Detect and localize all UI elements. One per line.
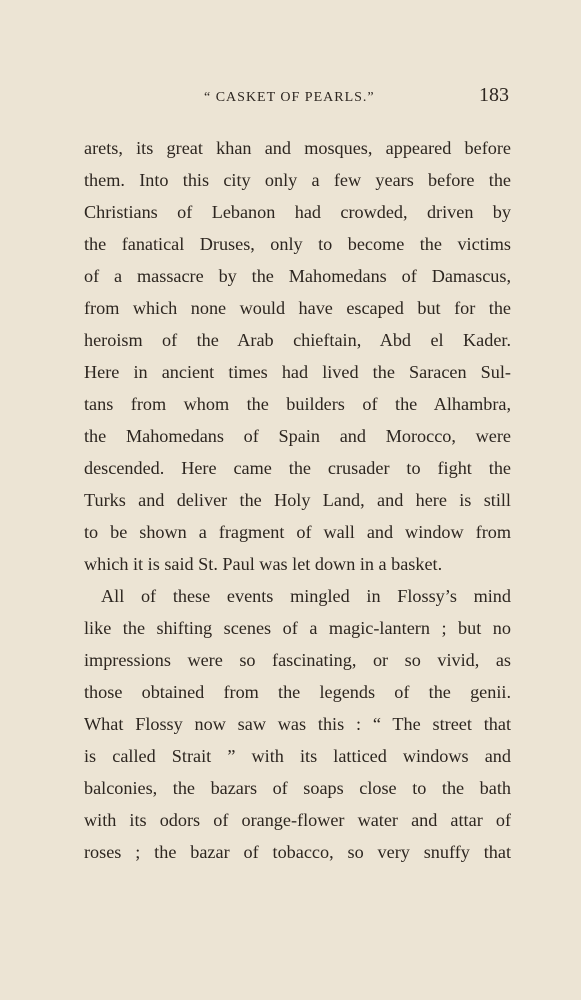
text-line: Turks and deliver the Holy Land, and here is still bbox=[84, 490, 511, 510]
body-text bbox=[84, 132, 511, 868]
text-line: is called Strait ” with its latticed windows and bbox=[84, 746, 511, 766]
running-title: “ CASKET OF PEARLS.” bbox=[204, 90, 375, 105]
text-line: them. Into this city only a few years before the bbox=[84, 170, 511, 190]
text-line: All of these events mingled in Flossy’s mind bbox=[101, 586, 511, 606]
text-line: impressions were so fascinating, or so vivid, as bbox=[84, 650, 511, 670]
text-line: balconies, the bazars of soaps close to the bath bbox=[84, 778, 511, 798]
text-line: of a massacre by the Mahomedans of Damascus, bbox=[84, 266, 511, 286]
text-line: descended. Here came the crusader to fight the bbox=[84, 458, 511, 478]
text-line: What Flossy now saw was this : “ The street that bbox=[84, 714, 511, 734]
text-line: with its odors of orange-flower water and attar of bbox=[84, 810, 511, 830]
page-number: 183 bbox=[479, 84, 509, 106]
text-line: which it is said St. Paul was let down in a basket. bbox=[84, 554, 443, 574]
text-line: like the shifting scenes of a magic-lantern ; but no bbox=[84, 618, 511, 638]
text-line: the Mahomedans of Spain and Morocco, were bbox=[84, 426, 511, 446]
text-line: heroism of the Arab chieftain, Abd el Kader. bbox=[84, 330, 511, 350]
text-line: to be shown a fragment of wall and window from bbox=[84, 522, 511, 542]
text-line: tans from whom the builders of the Alhambra, bbox=[84, 394, 511, 414]
text-line: the fanatical Druses, only to become the victims bbox=[84, 234, 511, 254]
text-line: Christians of Lebanon had crowded, driven by bbox=[84, 202, 511, 222]
page-header bbox=[0, 84, 581, 114]
text-line: Here in ancient times had lived the Saracen Sul- bbox=[84, 362, 511, 382]
text-line: from which none would have escaped but for the bbox=[84, 298, 511, 318]
text-line: roses ; the bazar of tobacco, so very snuffy that bbox=[84, 842, 511, 862]
text-line: arets, its great khan and mosques, appeared before bbox=[84, 138, 511, 158]
text-line: those obtained from the legends of the genii. bbox=[84, 682, 511, 702]
